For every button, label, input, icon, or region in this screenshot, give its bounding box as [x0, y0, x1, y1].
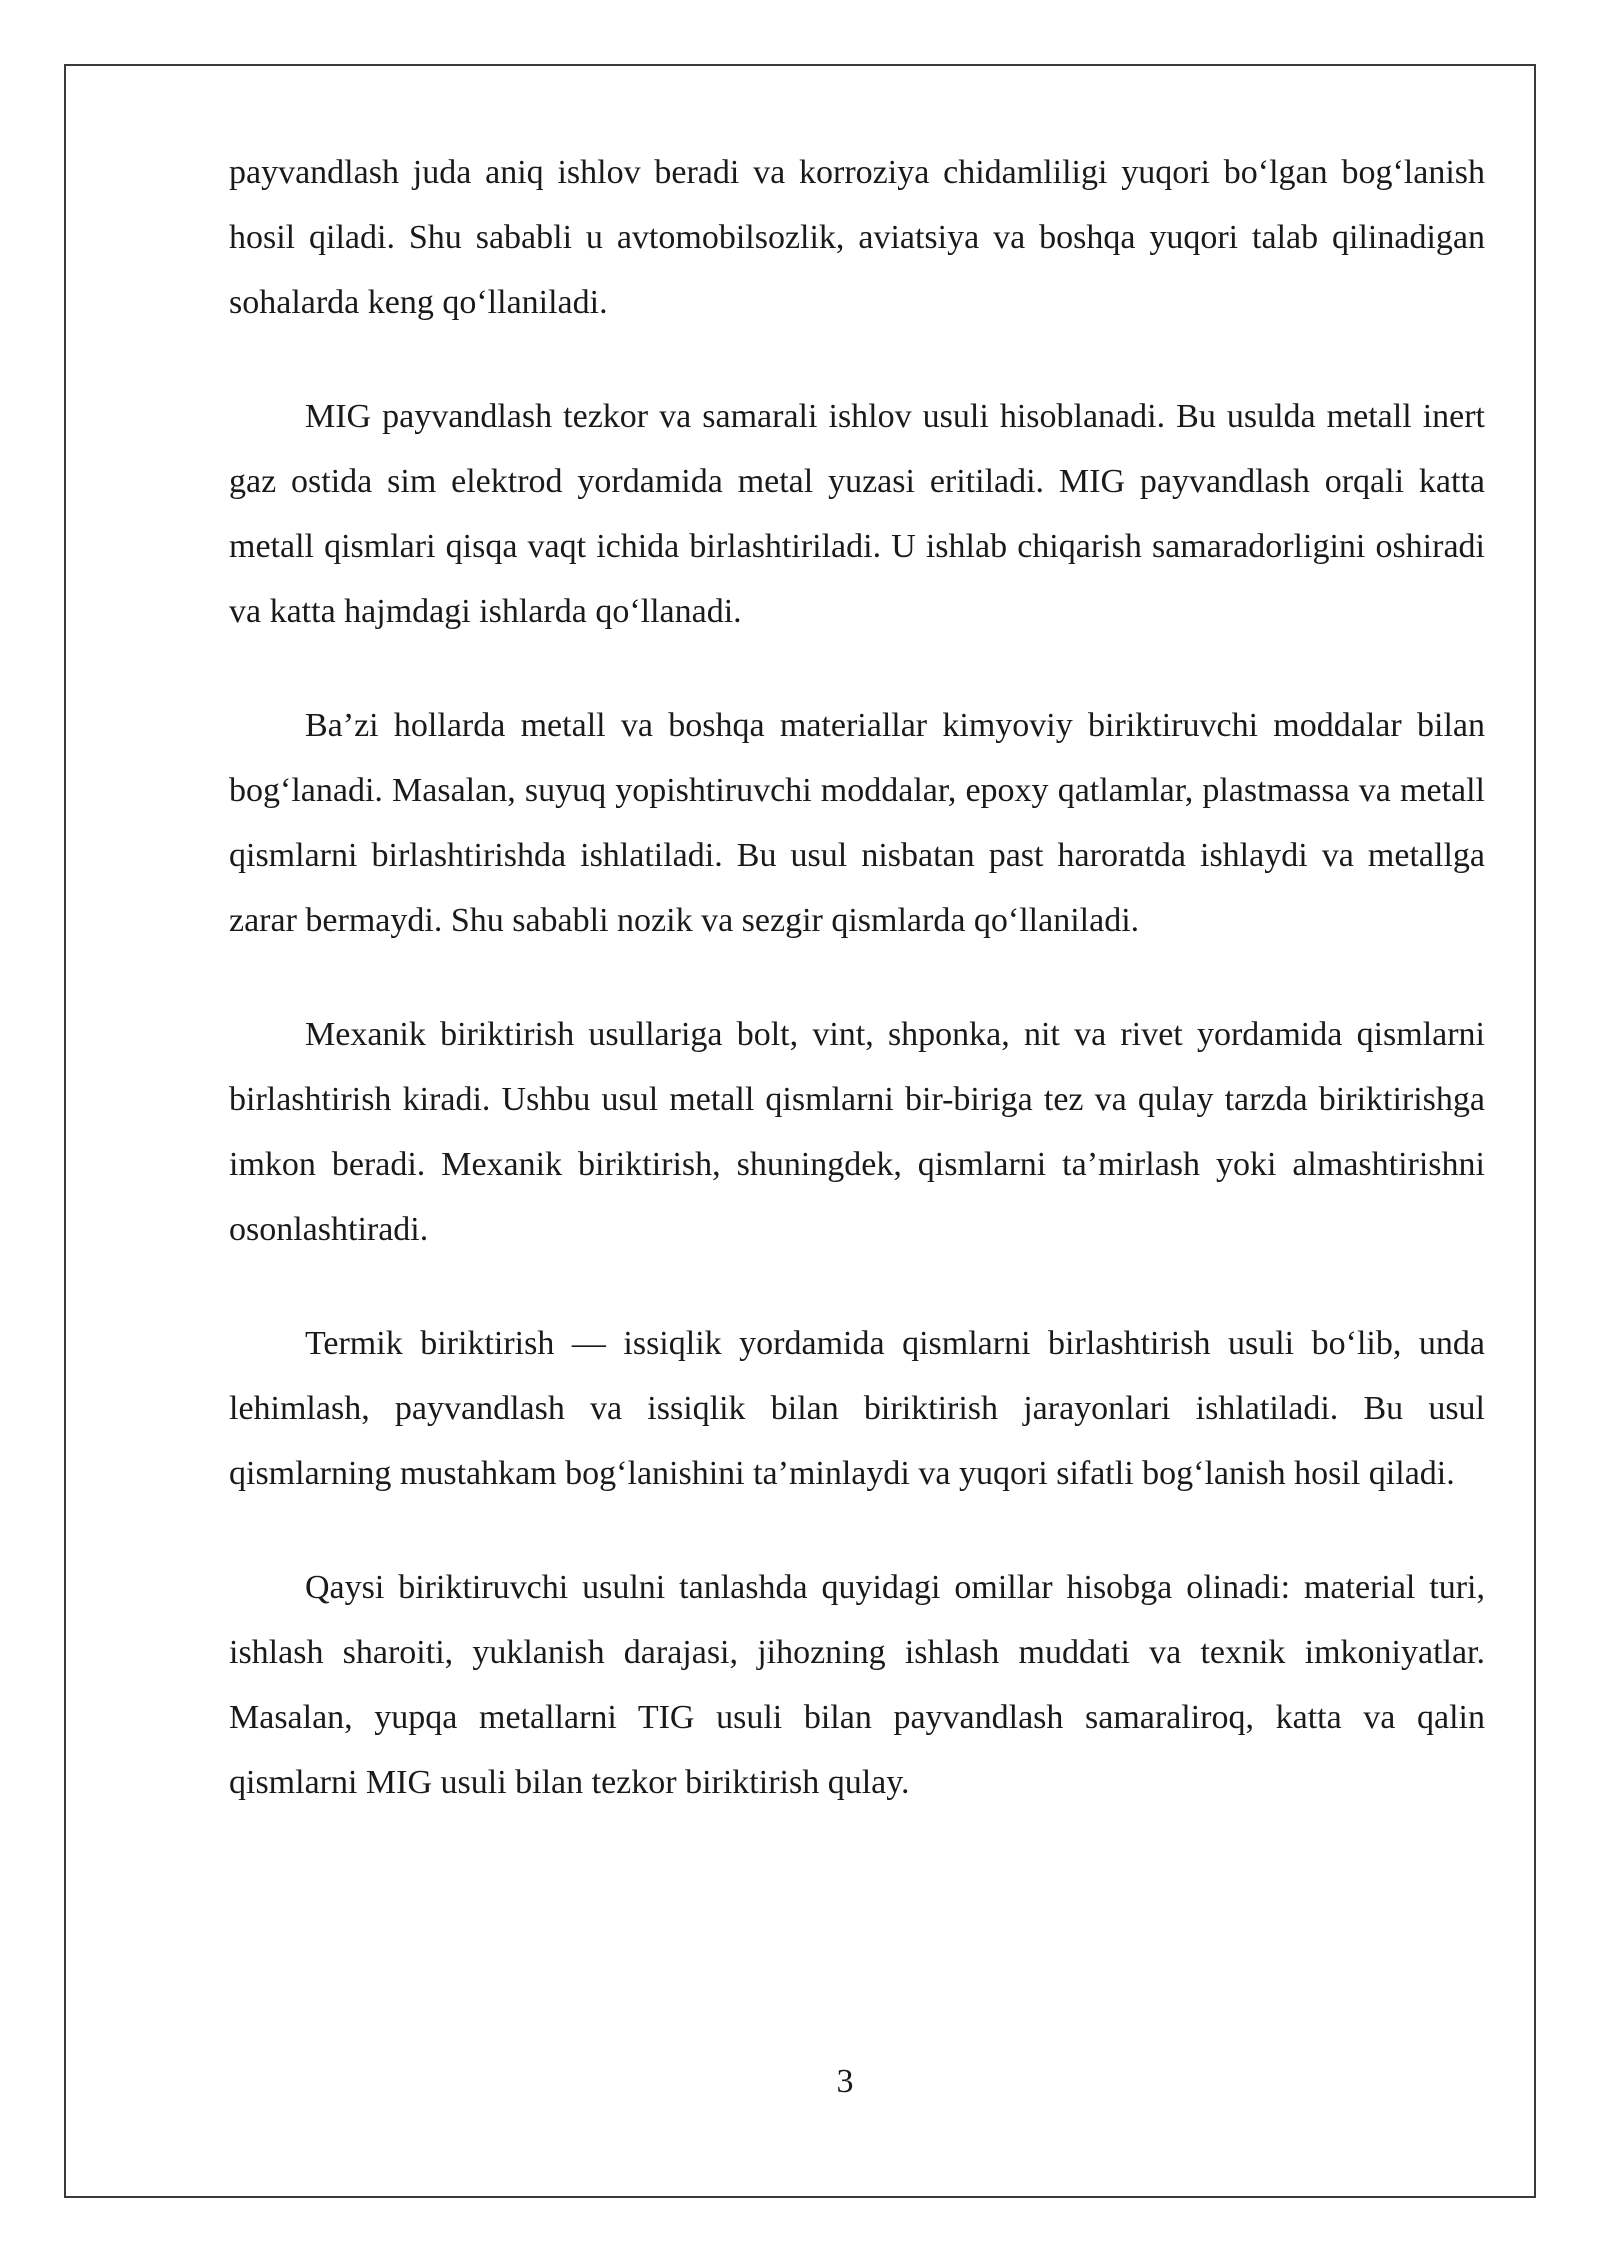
- paragraph-chemical-bonding: Ba’zi hollarda metall va boshqa materiallar kimyoviy biriktiruvchi moddalar bilan bog‘lanadi. Masalan, suyuq yopishtiruvchi moddalar, epoxy qatlamlar, plastmassa va metall qismlarni birlashtirishda ishlatiladi. Bu usul nisbatan past haroratda ishlaydi va metallga zarar bermaydi. Shu sababli nozik va sezgir qismlarda qo‘llaniladi.: [229, 707, 1485, 939]
- document-body: [229, 140, 1485, 1864]
- page-number: 3: [836, 2063, 854, 2100]
- paragraph-mig-welding: MIG payvandlash tezkor va samarali ishlov usuli hisoblanadi. Bu usulda metall inert gaz ostida sim elektrod yordamida metal yuzasi eritiladi. MIG payvandlash orqali katta metall qismlari qisqa vaqt ichida birlashtiriladi. U ishlab chiqarish samaradorligini oshiradi va katta hajmdagi ishlarda qo‘llanadi.: [229, 398, 1485, 630]
- paragraph-thermal-joining: Termik biriktirish — issiqlik yordamida qismlarni birlashtirish usuli bo‘lib, unda lehimlash, payvandlash va issiqlik bilan biriktirish jarayonlari ishlatiladi. Bu usul qismlarning mustahkam bog‘lanishini ta’minlaydi va yuqori sifatli bog‘lanish hosil qiladi.: [229, 1325, 1485, 1492]
- paragraph-mechanical-joining: Mexanik biriktirish usullariga bolt, vint, shponka, nit va rivet yordamida qismlarni birlashtirish kiradi. Ushbu usul metall qismlarni bir-biriga tez va qulay tarzda biriktirishga imkon beradi. Mexanik biriktirish, shuningdek, qismlarni ta’mirlash yoki almashtirishni osonlashtiradi.: [229, 1016, 1485, 1248]
- paragraph-method-selection: Qaysi biriktiruvchi usulni tanlashda quyidagi omillar hisobga olinadi: material turi, ishlash sharoiti, yuklanish darajasi, jihozning ishlash muddati va texnik imkoniyatlar. Masalan, yupqa metallarni TIG usuli bilan payvandlash samaraliroq, katta va qalin qismlarni MIG usuli bilan tezkor biriktirish qulay.: [229, 1569, 1485, 1801]
- paragraph-continuation: payvandlash juda aniq ishlov beradi va korroziya chidamliligi yuqori bo‘lgan bog‘lanish hosil qiladi. Shu sababli u avtomobilsozlik, aviatsiya va boshqa yuqori talab qilinadigan sohalarda keng qo‘llaniladi.: [229, 154, 1485, 321]
